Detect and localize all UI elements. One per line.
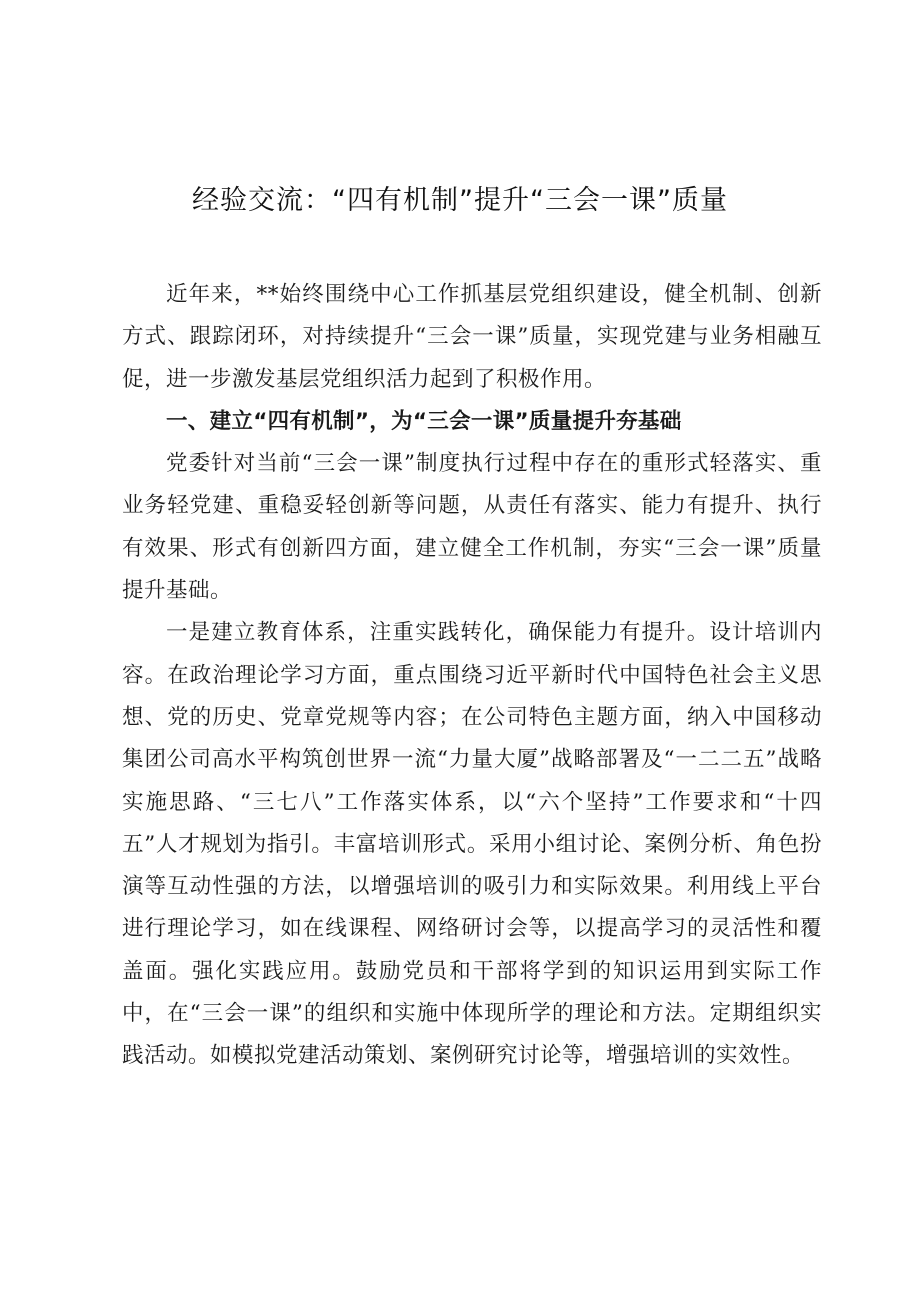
intro-paragraph: 近年来，**始终围绕中心工作抓基层党组织建设，健全机制、创新方式、跟踪闭环，对持续提升“三会一课”质量，实现党建与业务相融互促，进一步激发基层党组织活力起到了积极作用。 [122,282,822,392]
section-1-paragraph-2: 一是建立教育体系，注重实践转化，确保能力有提升。设计培训内容。在政治理论学习方面，重点围绕习近平新时代中国特色社会主义思想、党的历史、党章党规等内容；在公司特色主题方面，纳入中国移动集团公司高水平构筑创世界一流“力量大厦”战略部署及“一二二五”战略实施思路、“三七八”工作落实体系，以“六个坚持”工作要求和“十四五”人才规划为指引。丰富培训形式。采用小组讨论、案例分析、角色扮演等互动性强的方法，以增强培训的吸引力和实际效果。利用线上平台进行理论学习，如在线课程、网络研讨会等，以提高学习的灵活性和覆盖面。强化实践应用。鼓励党员和干部将学到的知识运用到实际工作中，在“三会一课”的组织和实施中体现所学的理论和方法。定期组织实践活动。如模拟党建活动策划、案例研究讨论等，增强培训的实效性。 [122,620,822,1069]
section-1-paragraph-1: 党委针对当前“三会一课”制度执行过程中存在的重形式轻落实、重业务轻党建、重稳妥轻创新等问题，从责任有落实、能力有提升、执行有效果、形式有创新四方面，建立健全工作机制，夯实“三会一课”质量提升基础。 [122,451,822,604]
section-heading-1: 一、建立“四有机制”，为“三会一课”质量提升夯基础 [166,408,682,434]
document-title: 经验交流：“四有机制”提升“三会一课”质量 [192,185,728,216]
document-body [122,274,822,1078]
